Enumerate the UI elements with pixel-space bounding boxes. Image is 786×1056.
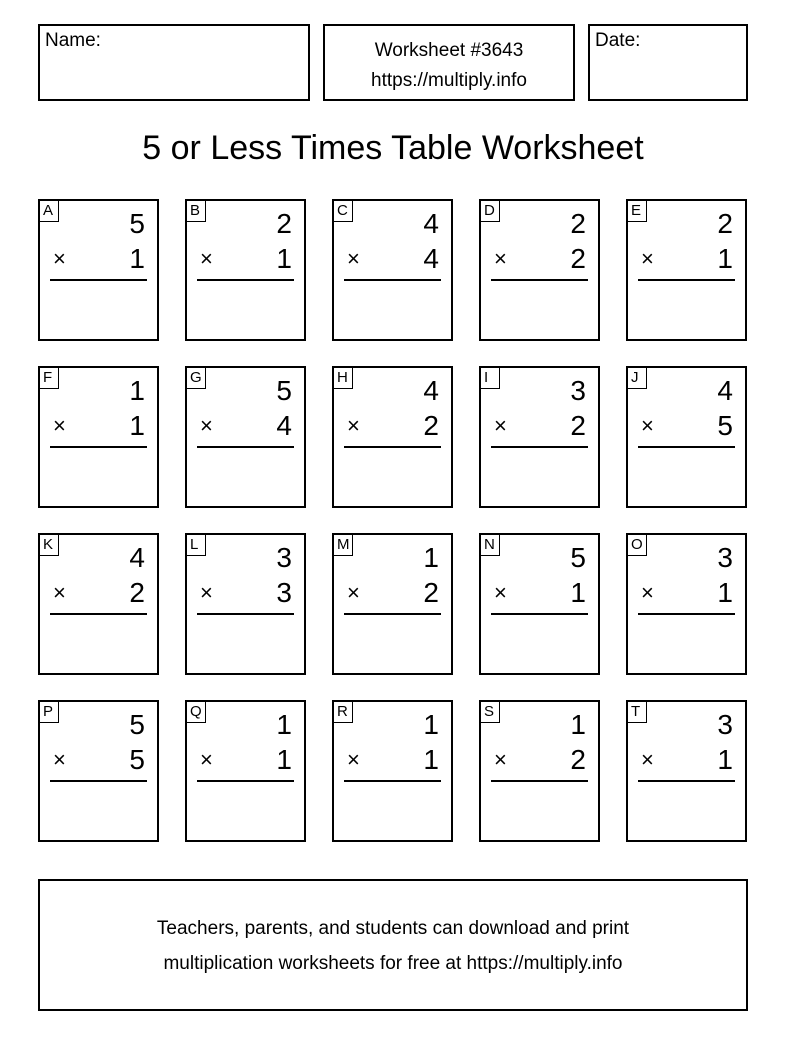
worksheet-number: Worksheet #3643 [374, 40, 524, 61]
date-label: Date: [595, 30, 641, 51]
answer-line [50, 446, 147, 448]
problem-top-number: 4 [423, 375, 439, 406]
site-url: https://multiply.info [371, 70, 527, 91]
multiply-sign: × [494, 747, 507, 772]
problem-top-number: 1 [423, 542, 439, 573]
footer-box [38, 879, 748, 1011]
multiply-sign: × [347, 413, 360, 438]
multiply-sign: × [494, 246, 507, 271]
problem-card [38, 366, 159, 508]
problem-bottom-number: 2 [423, 577, 439, 608]
problem-card [185, 700, 306, 842]
problem-letter: E [627, 200, 647, 222]
problem-letter: H [333, 367, 353, 389]
problem-letter: N [480, 534, 500, 556]
answer-line [50, 279, 147, 281]
problem-top-number: 2 [717, 208, 733, 239]
answer-line [197, 780, 294, 782]
problem-bottom-number: 1 [423, 744, 439, 775]
problem-bottom-number: 1 [717, 243, 733, 274]
problem-bottom-number: 1 [717, 744, 733, 775]
footer-line-1: Teachers, parents, and students can download and print [156, 918, 630, 939]
problem-letter: L [186, 534, 206, 556]
problem-card [332, 199, 453, 341]
problem-top-number: 3 [276, 542, 292, 573]
problem-letter: T [627, 701, 647, 723]
problem-top-number: 4 [129, 542, 145, 573]
answer-line [491, 613, 588, 615]
problem-bottom-number: 2 [570, 410, 586, 441]
problem-letter: P [39, 701, 59, 723]
problem-card [626, 199, 747, 341]
problem-top-number: 3 [717, 542, 733, 573]
problem-letter: Q [186, 701, 206, 723]
answer-line [50, 780, 147, 782]
problem-letter: A [39, 200, 59, 222]
problem-top-number: 3 [570, 375, 586, 406]
answer-line [491, 446, 588, 448]
problem-top-number: 3 [717, 709, 733, 740]
problem-bottom-number: 1 [276, 243, 292, 274]
answer-line [638, 279, 735, 281]
multiply-sign: × [53, 413, 66, 438]
problem-grid [38, 199, 748, 842]
problem-card [332, 700, 453, 842]
problem-card [479, 199, 600, 341]
problem-letter: F [39, 367, 59, 389]
problem-card [626, 366, 747, 508]
problem-card [332, 533, 453, 675]
problem-letter: C [333, 200, 353, 222]
name-label: Name: [45, 30, 101, 51]
problem-top-number: 2 [570, 208, 586, 239]
problem-top-number: 4 [717, 375, 733, 406]
multiply-sign: × [200, 747, 213, 772]
problem-top-number: 5 [276, 375, 292, 406]
worksheet-info-box [323, 24, 575, 101]
problem-bottom-number: 3 [276, 577, 292, 608]
multiply-sign: × [494, 580, 507, 605]
answer-line [50, 613, 147, 615]
multiply-sign: × [200, 580, 213, 605]
problem-bottom-number: 5 [717, 410, 733, 441]
problem-top-number: 5 [129, 709, 145, 740]
problem-top-number: 5 [129, 208, 145, 239]
problem-letter: G [186, 367, 206, 389]
problem-card [185, 366, 306, 508]
answer-line [197, 613, 294, 615]
multiply-sign: × [494, 413, 507, 438]
problem-card [38, 533, 159, 675]
answer-line [638, 613, 735, 615]
problem-top-number: 1 [276, 709, 292, 740]
answer-line [344, 613, 441, 615]
multiply-sign: × [641, 413, 654, 438]
problem-bottom-number: 5 [129, 744, 145, 775]
problem-bottom-number: 2 [129, 577, 145, 608]
multiply-sign: × [200, 246, 213, 271]
problem-bottom-number: 1 [717, 577, 733, 608]
answer-line [344, 780, 441, 782]
problem-letter: D [480, 200, 500, 222]
multiply-sign: × [53, 580, 66, 605]
problem-letter: R [333, 701, 353, 723]
problem-card [626, 533, 747, 675]
problem-card [332, 366, 453, 508]
problem-bottom-number: 4 [276, 410, 292, 441]
problem-top-number: 5 [570, 542, 586, 573]
answer-line [638, 780, 735, 782]
problem-card [38, 199, 159, 341]
answer-line [344, 279, 441, 281]
answer-line [197, 279, 294, 281]
problem-card [479, 700, 600, 842]
problem-top-number: 1 [129, 375, 145, 406]
multiply-sign: × [347, 246, 360, 271]
answer-line [491, 279, 588, 281]
answer-line [197, 446, 294, 448]
problem-bottom-number: 2 [570, 243, 586, 274]
name-field-box [38, 24, 310, 101]
problem-top-number: 4 [423, 208, 439, 239]
answer-line [638, 446, 735, 448]
problem-letter: J [627, 367, 647, 389]
problem-bottom-number: 1 [276, 744, 292, 775]
problem-bottom-number: 1 [129, 243, 145, 274]
problem-letter: K [39, 534, 59, 556]
answer-line [344, 446, 441, 448]
multiply-sign: × [641, 580, 654, 605]
problem-letter: S [480, 701, 500, 723]
multiply-sign: × [53, 747, 66, 772]
problem-top-number: 1 [570, 709, 586, 740]
problem-bottom-number: 1 [570, 577, 586, 608]
problem-bottom-number: 4 [423, 243, 439, 274]
multiply-sign: × [641, 747, 654, 772]
problem-card [479, 366, 600, 508]
problem-bottom-number: 2 [423, 410, 439, 441]
problem-card [185, 533, 306, 675]
problem-letter: B [186, 200, 206, 222]
problem-letter: I [480, 367, 500, 389]
answer-line [491, 780, 588, 782]
multiply-sign: × [347, 580, 360, 605]
multiply-sign: × [200, 413, 213, 438]
problem-card [626, 700, 747, 842]
multiply-sign: × [347, 747, 360, 772]
footer-line-2: multiplication worksheets for free at https://multiply.info [163, 953, 623, 974]
problem-top-number: 2 [276, 208, 292, 239]
page-title: 5 or Less Times Table Worksheet [142, 129, 644, 167]
problem-letter: O [627, 534, 647, 556]
date-field-box [588, 24, 748, 101]
problem-letter: M [333, 534, 353, 556]
problem-bottom-number: 2 [570, 744, 586, 775]
multiply-sign: × [641, 246, 654, 271]
problem-top-number: 1 [423, 709, 439, 740]
problem-card [185, 199, 306, 341]
multiply-sign: × [53, 246, 66, 271]
problem-bottom-number: 1 [129, 410, 145, 441]
problem-card [479, 533, 600, 675]
problem-card [38, 700, 159, 842]
